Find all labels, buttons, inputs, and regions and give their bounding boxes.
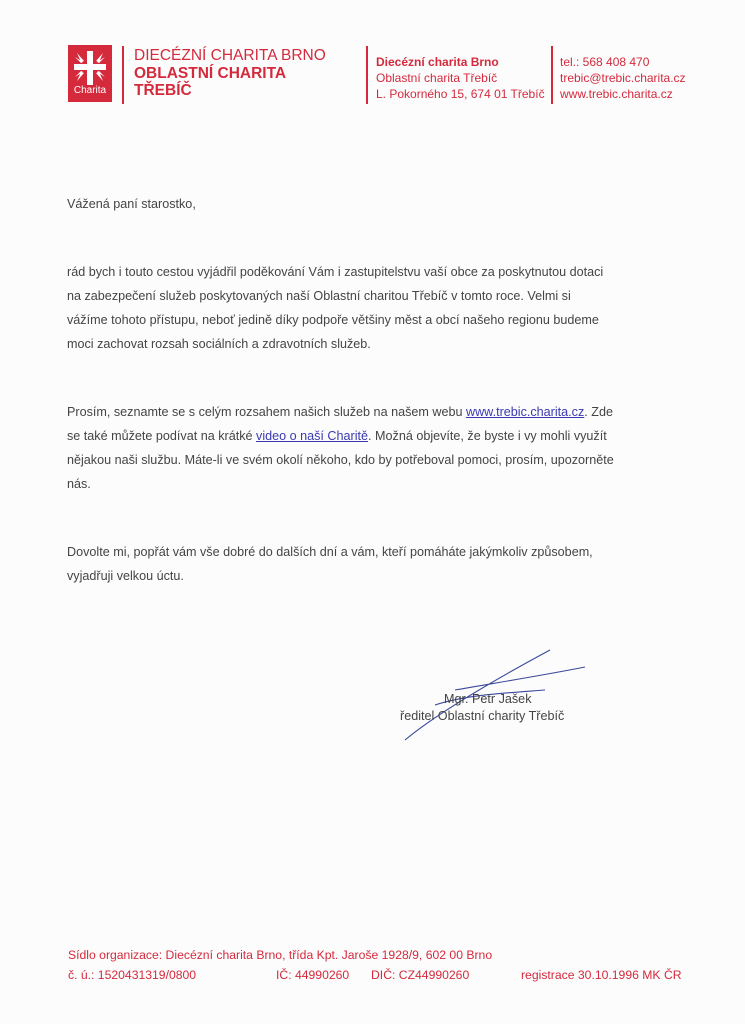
- text: . Zde: [584, 405, 613, 419]
- contact-phone: tel.: 568 408 470: [560, 55, 650, 69]
- paragraph-1: [67, 260, 603, 356]
- divider: [122, 46, 124, 104]
- address-branch: Oblastní charita Třebíč: [376, 71, 498, 85]
- paragraph-2: [67, 400, 614, 496]
- divider: [551, 46, 553, 104]
- text: Prosím, seznamte se s celým rozsahem našich služeb na našem webu: [67, 405, 466, 419]
- org-line3: TŘEBÍČ: [134, 82, 192, 99]
- text-line: nějakou naši službu. Máte-li ve svém okolí někoho, kdo by potřeboval pomoci, prosím, upozorněte: [67, 453, 614, 467]
- text-line: [67, 424, 614, 448]
- text-line: nás.: [67, 477, 91, 491]
- contact-block: [560, 54, 686, 102]
- text-line: rád bych i touto cestou vyjádřil poděkování Vám i zastupitelstvu vaší obce za poskytnutou dotaci: [67, 265, 604, 279]
- footer-ic: IČ: 44990260: [276, 968, 350, 982]
- text-line: vyjadřuji velkou úctu.: [67, 569, 184, 583]
- text: se také můžete podívat na krátké: [67, 429, 257, 443]
- paragraph-3: [67, 540, 593, 588]
- charita-cross-icon: [68, 47, 112, 87]
- website-link[interactable]: www.trebic.charita.cz: [465, 405, 585, 419]
- charita-logo: [68, 45, 112, 102]
- address-street: L. Pokorného 15, 674 01 Třebíč: [376, 87, 545, 101]
- text-line: vážíme tohoto přístupu, neboť jedině díky podpoře většiny měst a obcí našeho regionu budeme: [67, 313, 599, 327]
- signature-block: [400, 691, 565, 725]
- org-name: [134, 47, 326, 100]
- address-name: Diecézní charita Brno: [376, 55, 499, 69]
- greeting: Vážená paní starostko,: [67, 197, 196, 211]
- footer-registration: registrace 30.10.1996 MK ČR: [521, 968, 682, 982]
- text-line: moci zachovat rozsah sociálních a zdravotních služeb.: [67, 337, 371, 351]
- footer-address: Sídlo organizace: Diecézní charita Brno, třída Kpt. Jaroše 1928/9, 602 00 Brno: [68, 948, 493, 962]
- text-line: Dovolte mi, popřát vám vše dobré do dalších dní a vám, kteří pomáháte jakýmkoliv způsobem,: [67, 545, 593, 559]
- text-line: [67, 400, 614, 424]
- signatory-name: Mgr. Petr Jašek: [444, 692, 532, 706]
- org-line1: DIECÉZNÍ CHARITA BRNO: [134, 47, 326, 64]
- footer-dic: DIČ: CZ44990260: [371, 968, 470, 982]
- text-line: na zabezpečení služeb poskytovaných naší Oblastní charitou Třebíč v tomto roce. Velmi si: [67, 289, 571, 303]
- logo-label: Charita: [73, 85, 107, 96]
- address-block: [376, 54, 545, 102]
- divider: [366, 46, 368, 104]
- video-link[interactable]: video o naší Charitě: [256, 429, 369, 443]
- contact-email[interactable]: trebic@trebic.charita.cz: [560, 71, 686, 85]
- text: . Možná objevíte, že byste i vy mohli využít: [368, 429, 607, 443]
- signatory-title: ředitel Oblastní charity Třebíč: [400, 709, 565, 723]
- org-line2: OBLASTNÍ CHARITA: [134, 64, 287, 82]
- contact-web[interactable]: www.trebic.charita.cz: [560, 87, 673, 101]
- footer-account: č. ú.: 1520431319/0800: [68, 968, 197, 982]
